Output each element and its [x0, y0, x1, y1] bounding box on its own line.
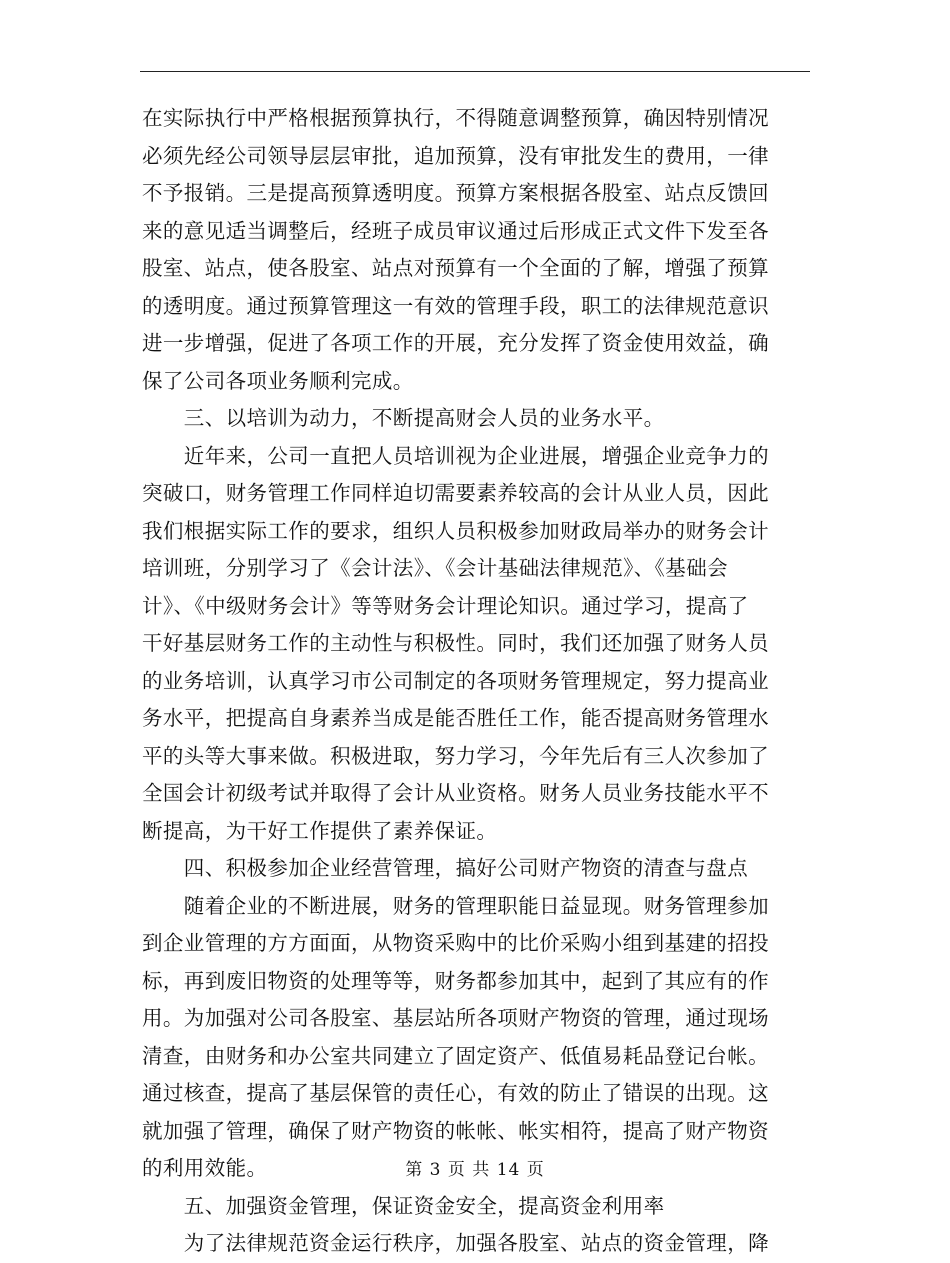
header-rule: [140, 71, 810, 72]
section-heading: 四、积极参加企业经营管理，搞好公司财产物资的清查与盘点: [142, 856, 749, 880]
text-line: 清查，由财务和办公室共同建立了固定资产、低值易耗品登记台帐。: [142, 1043, 769, 1068]
text-line: 通过核查，提高了基层保管的责任心，有效的防止了错误的出现。这: [142, 1081, 769, 1105]
text-line: 全国会计初级考试并取得了会计从业资格。财务人员业务技能水平不: [142, 781, 769, 805]
text-line: 随着企业的不断进展，财务的管理职能日益显现。财务管理参加: [142, 893, 769, 918]
text-line: 为了法律规范资金运行秩序，加强各股室、站点的资金管理，降: [142, 1231, 769, 1255]
text-line: 就加强了管理，确保了财产物资的帐帐、帐实相符，提高了财产物资: [142, 1118, 769, 1143]
page-number: 第 3 页 共 14 页: [405, 1160, 545, 1180]
text-line: 平的头等大事来做。积极进取，努力学习，今年先后有三人次参加了: [142, 743, 769, 768]
text-line: 标，再到废旧物资的处理等等，财务都参加其中，起到了其应有的作: [142, 968, 769, 993]
text-line: 近年来，公司一直把人员培训视为企业进展，增强企业竞争力的: [142, 443, 769, 468]
text-line: 到企业管理的方方面面，从物资采购中的比价采购小组到基建的招投: [142, 931, 769, 955]
text-line: 培训班，分别学习了《会计法》、《会计基础法律规范》、《基础会: [142, 556, 728, 580]
text-line: 必须先经公司领导层层审批，追加预算，没有审批发生的费用，一律: [142, 143, 769, 168]
text-line: 的业务培训，认真学习市公司制定的各项财务管理规定，努力提高业: [142, 668, 769, 693]
document-body: [142, 100, 812, 1263]
text-line: 进一步增强，促进了各项工作的开展，充分发挥了资金使用效益，确: [142, 331, 769, 355]
text-line: 不予报销。三是提高预算透明度。预算方案根据各股室、站点反馈回: [142, 181, 769, 205]
text-line: 保了公司各项业务顺利完成。: [142, 368, 414, 393]
text-line: 的利用效能。: [142, 1156, 268, 1180]
text-line: 断提高，为干好工作提供了素养保证。: [142, 818, 498, 843]
text-line: 股室、站点，使各股室、站点对预算有一个全面的了解，增强了预算: [142, 256, 769, 280]
text-line: 用。为加强对公司各股室、基层站所各项财产物资的管理，通过现场: [142, 1006, 769, 1030]
text-line: 计》、《中级财务会计》等等财务会计理论知识。通过学习，提高了: [142, 593, 749, 618]
text-line: 在实际执行中严格根据预算执行，不得随意调整预算，确因特别情况: [142, 106, 769, 130]
text-line: 的透明度。通过预算管理这一有效的管理手段，职工的法律规范意识: [142, 293, 769, 318]
section-heading: 五、加强资金管理，保证资金安全，提高资金利用率: [142, 1193, 665, 1218]
text-line: 突破口，财务管理工作同样迫切需要素养较高的会计从业人员，因此: [142, 481, 769, 505]
text-line: 我们根据实际工作的要求，组织人员积极参加财政局举办的财务会计: [142, 518, 769, 543]
text-line: 干好基层财务工作的主动性与积极性。同时，我们还加强了财务人员: [142, 631, 769, 655]
section-heading: 三、以培训为动力，不断提高财会人员的业务水平。: [142, 406, 665, 430]
text-line: 务水平，把提高自身素养当成是能否胜任工作，能否提高财务管理水: [142, 706, 769, 730]
text-line: 来的意见适当调整后，经班子成员审议通过后形成正式文件下发至各: [142, 218, 769, 243]
